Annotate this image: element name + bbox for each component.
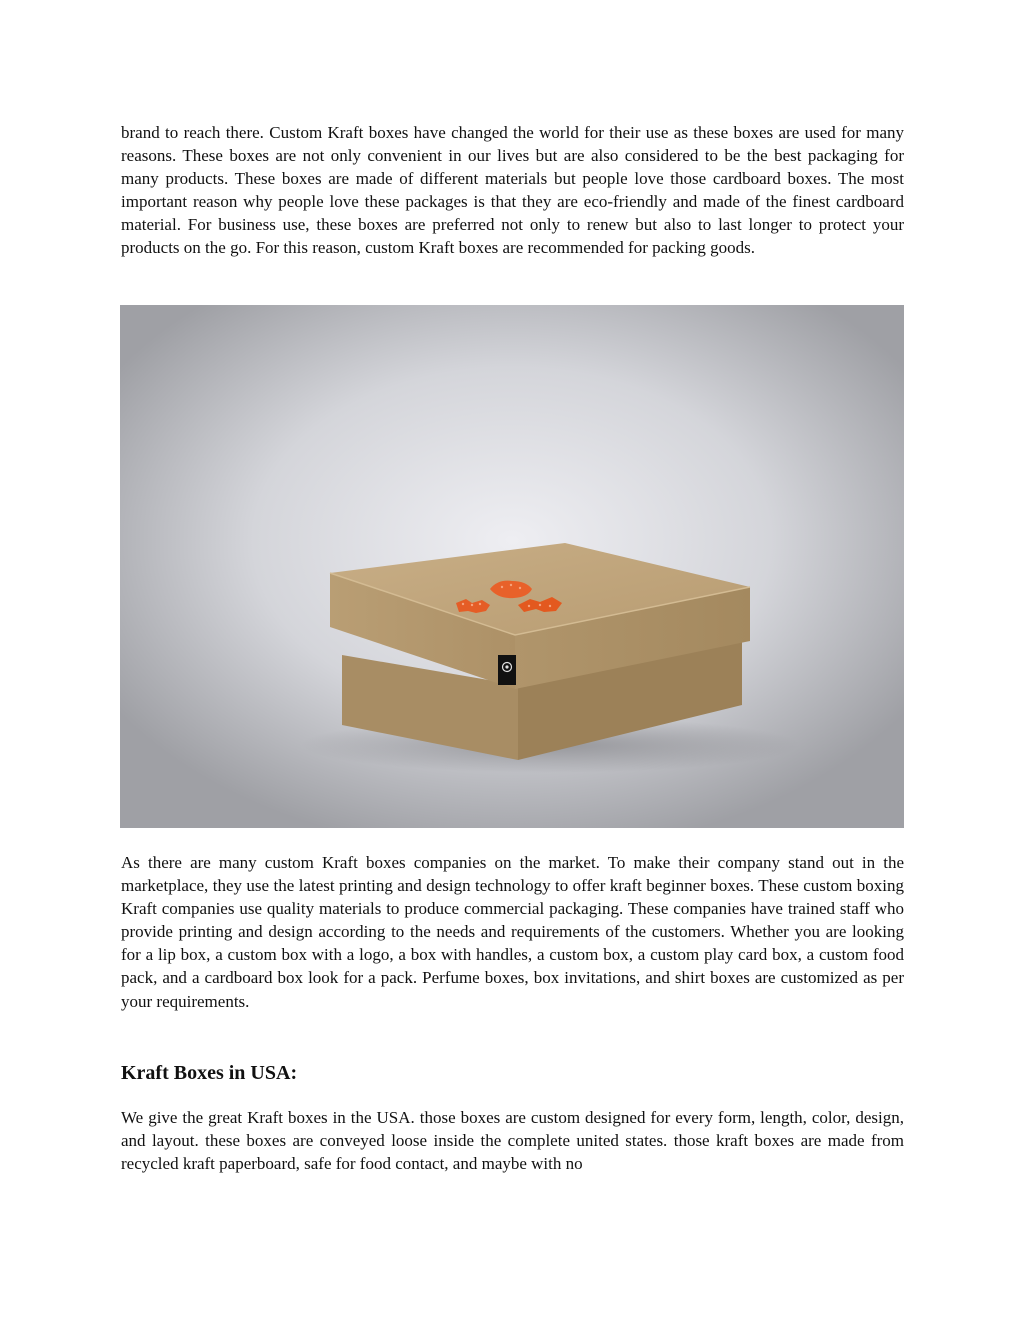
body-paragraph-3: We give the great Kraft boxes in the USA. those boxes are custom designed for every form, length, color, design, and layout. these boxes are conveyed loose inside the complete united states. those kraft boxes are made from recycled kraft paperboard, safe for food contact, and maybe with no bbox=[121, 1108, 904, 1174]
body-paragraph-2: As there are many custom Kraft boxes companies on the market. To make their company stand out in the marketplace, they use the latest printing and design technology to offer kraft beginner boxes. These custom boxing Kraft companies use quality materials to produce commercial packaging. These companies have trained staff who provide printing and design according to the needs and requirements of the customers. Whether you are looking for a lip box, a custom box with a logo, a box with handles, a custom box, a custom play card box, a custom food pack, and a cardboard box look for a pack. Perfume boxes, box invitations, and shirt boxes are customized as per your requirements. bbox=[121, 853, 904, 1011]
body-paragraph-1: brand to reach there. Custom Kraft boxes have changed the world for their use as these boxes are used for many reasons. These boxes are not only convenient in our lives but are also considered to be the best packaging for many products. These boxes are made of different materials but people love those cardboard boxes. The most important reason why people love these packages is that they are eco-friendly and made of the finest cardboard material. For business use, these boxes are preferred not only to renew but also to last longer to protect your products on the go. For this reason, custom Kraft boxes are recommended for packing goods. bbox=[121, 123, 904, 258]
kraft-box-photo bbox=[120, 305, 904, 828]
section-heading: Kraft Boxes in USA: bbox=[121, 1062, 298, 1084]
spiral-logo-icon bbox=[498, 655, 516, 685]
